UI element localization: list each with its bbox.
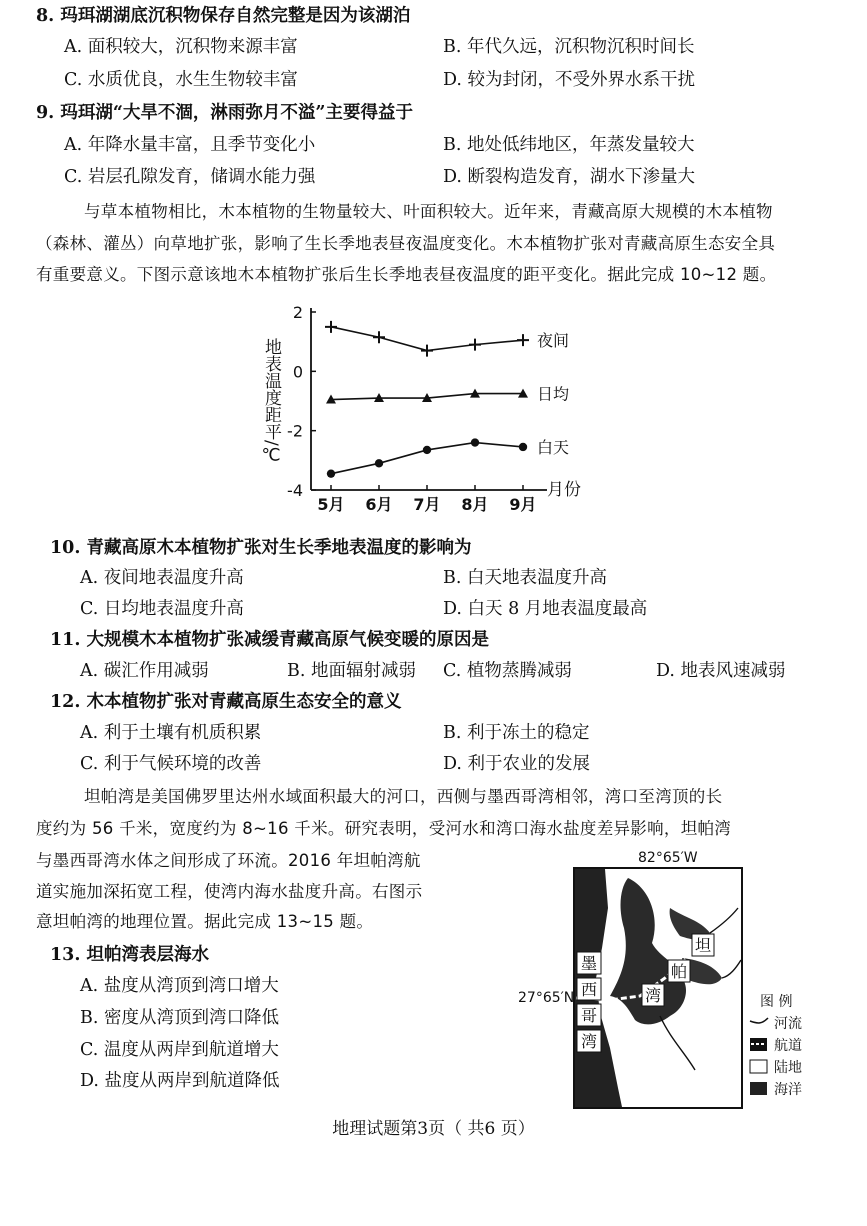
series-point	[469, 339, 481, 351]
question-12-stem: 12. 木本植物扩张对青藏高原生态安全的意义	[50, 692, 402, 712]
intro2-line-1: 坦帕湾是美国佛罗里达州水域面积最大的河口，西侧与墨西哥湾相邻，湾口至湾顶的长	[84, 787, 723, 806]
series-label: 夜间	[537, 331, 570, 351]
series-point	[517, 334, 529, 346]
q10-option-c: C. 日均地表温度升高	[80, 599, 244, 619]
legend-river-label: 河流	[774, 1016, 802, 1032]
tampa-bay-map	[510, 848, 840, 1116]
bay-label-char-2: 帕	[671, 962, 688, 981]
intro2-line-5: 意坦帕湾的地理位置。据此完成 13~15 题。	[36, 912, 374, 931]
intro2-line-2: 度约为 56 千米，宽度约为 8~16 千米。研究表明，受河水和湾口海水盐度差异影响，坦帕湾	[36, 819, 732, 838]
question-10-stem: 10. 青藏高原木本植物扩张对生长季地表温度的影响为	[50, 538, 472, 558]
q13-option-b: B. 密度从湾顶到湾口降低	[80, 1008, 279, 1028]
series-point	[375, 459, 383, 467]
q9-option-c: C. 岩层孔隙发育，储调水能力强	[64, 167, 316, 187]
temperature-anomaly-chart	[255, 298, 615, 520]
legend-land-label: 陆地	[774, 1060, 802, 1076]
chart-xlabel: 月份	[547, 480, 581, 500]
question-11-stem: 11. 大规模木本植物扩张减缓青藏高原气候变暖的原因是	[50, 630, 490, 650]
q10-option-a: A. 夜间地表温度升高	[80, 568, 244, 588]
q8-option-a: A. 面积较大，沉积物来源丰富	[64, 37, 298, 57]
q9-option-a: A. 年降水量丰富，且季节变化小	[64, 135, 316, 155]
page-footer: 地理试题第3页（ 共6 页）	[332, 1119, 535, 1139]
series-point	[325, 321, 337, 333]
question-9-stem: 9. 玛珥湖“大旱不涸，淋雨弥月不溢”主要得益于	[36, 103, 413, 123]
series-point	[423, 446, 431, 454]
series-label: 日均	[537, 384, 570, 404]
q8-option-c: C. 水质优良，水生生物较丰富	[64, 70, 298, 90]
y-tick-label: 0	[292, 362, 303, 382]
question-13-stem: 13. 坦帕湾表层海水	[50, 945, 210, 965]
series-label: 白天	[537, 437, 570, 457]
q13-option-d: D. 盐度从两岸到航道降低	[80, 1071, 280, 1091]
q8-option-b: B. 年代久远，沉积物沉积时间长	[443, 37, 695, 57]
bay-label-char-3: 湾	[645, 986, 662, 1005]
chart-ylabel: 地表温度距平/℃	[261, 338, 281, 466]
intro2-line-3: 与墨西哥湾水体之间形成了环流。2016 年坦帕湾航	[36, 851, 421, 870]
series-point	[519, 443, 527, 451]
legend-land-symbol	[750, 1060, 767, 1073]
legend-river-symbol	[750, 1018, 768, 1023]
intro1-line-3: 有重要意义。下图示意该地木本植物扩张后生长季地表昼夜温度的距平变化。据此完成 10~12 题。	[36, 265, 777, 284]
series-point	[471, 438, 479, 446]
gulf-label-char-3: 哥	[581, 1006, 598, 1025]
q12-option-c: C. 利于气候环境的改善	[80, 754, 262, 774]
q11-option-c: C. 植物蒸腾减弱	[443, 661, 572, 681]
series-point	[373, 331, 385, 343]
x-tick-label: 5月	[317, 495, 345, 514]
x-tick-label: 6月	[365, 495, 393, 514]
q13-option-c: C. 温度从两岸到航道增大	[80, 1040, 279, 1060]
longitude-label: 82°65′W	[638, 850, 698, 866]
q11-option-a: A. 碳汇作用减弱	[80, 661, 209, 681]
q10-option-b: B. 白天地表温度升高	[443, 568, 607, 588]
q10-option-d: D. 白天 8 月地表温度最高	[443, 599, 648, 619]
intro2-line-4: 道实施加深拓宽工程，使湾内海水盐度升高。右图示	[36, 882, 423, 901]
question-8-stem: 8. 玛珥湖湖底沉积物保存自然完整是因为该湖泊	[36, 6, 411, 26]
y-tick-label: -4	[287, 481, 303, 500]
q8-option-d: D. 较为封闭，不受外界水系干扰	[443, 70, 696, 90]
x-tick-label: 7月	[413, 495, 441, 514]
legend-title: 图 例	[760, 994, 793, 1010]
latitude-label: 27°65′N	[518, 990, 575, 1006]
x-tick-label: 8月	[461, 495, 489, 514]
q9-option-d: D. 断裂构造发育，湖水下渗量大	[443, 167, 696, 187]
x-tick-label: 9月	[509, 495, 537, 514]
bay-label-char-1: 坦	[695, 936, 712, 955]
series-point	[327, 469, 335, 477]
gulf-label-char-2: 西	[581, 980, 598, 999]
intro1-line-1: 与草本植物相比，木本植物的生物量较大、叶面积较大。近年来，青藏高原大规模的木本植物	[84, 202, 773, 221]
q11-option-d: D. 地表风速减弱	[656, 661, 786, 681]
intro1-line-2: （森林、灌丛）向草地扩张，影响了生长季地表昼夜温度变化。木本植物扩张对青藏高原生态安全具	[36, 234, 776, 253]
q12-option-b: B. 利于冻土的稳定	[443, 723, 590, 743]
series-point	[421, 345, 433, 357]
y-tick-label: -2	[287, 421, 303, 441]
legend-sea-label: 海洋	[774, 1082, 802, 1098]
q13-option-a: A. 盐度从湾顶到湾口增大	[80, 976, 279, 996]
legend-sea-symbol	[750, 1082, 767, 1095]
legend-channel-label: 航道	[774, 1038, 802, 1054]
gulf-label-char-1: 墨	[581, 954, 598, 973]
gulf-label-char-4: 湾	[581, 1032, 598, 1051]
y-tick-label: 2	[292, 303, 303, 322]
q9-option-b: B. 地处低纬地区，年蒸发量较大	[443, 135, 695, 155]
q12-option-d: D. 利于农业的发展	[443, 754, 591, 774]
q11-option-b: B. 地面辐射减弱	[287, 661, 416, 681]
q12-option-a: A. 利于土壤有机质积累	[80, 723, 262, 743]
